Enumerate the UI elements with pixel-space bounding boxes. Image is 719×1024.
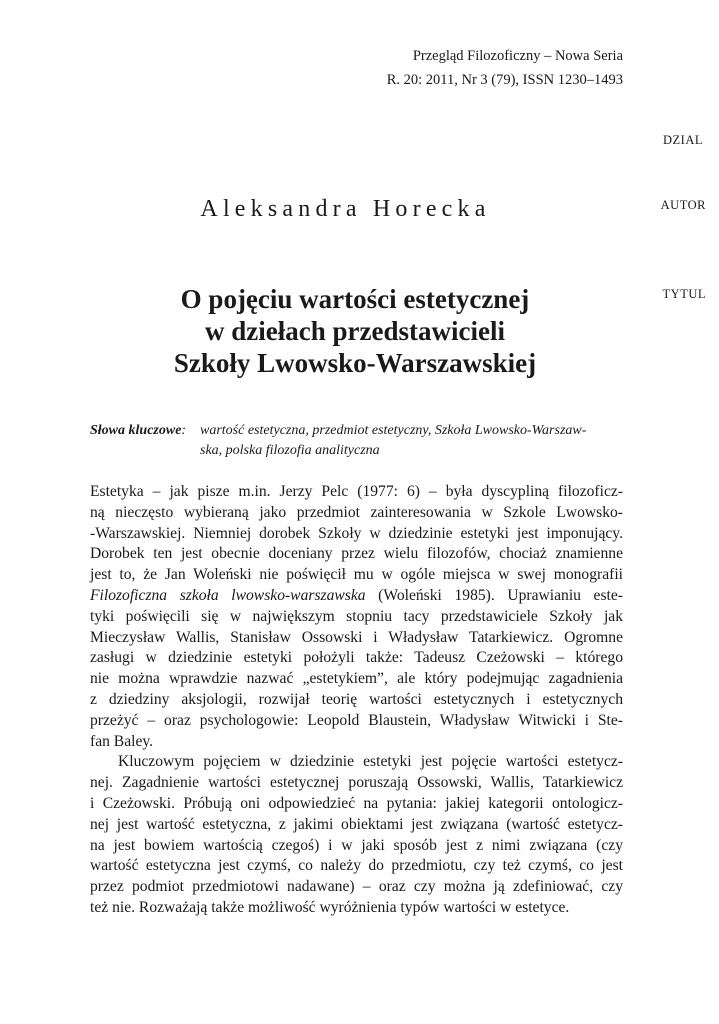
p1-line-7: tyki poświęcili się w największym stopniu tacy przedstawiciele Szkoły jak <box>90 607 623 625</box>
keywords-colon: : <box>181 423 187 438</box>
p1-line-1: Estetyka – jak pisze m.in. Jerzy Pelc (1977: 6) – była dyscypliną filozoficz- <box>90 483 623 500</box>
p2-line-2: nej. Zagadnienie wartości estetycznej poruszają Ossowski, Wallis, Tatarkiewicz <box>90 774 623 792</box>
p1-line-13: fan Baley. <box>90 732 154 750</box>
journal-name: Przegląd Filozoficzny – Nowa Seria <box>412 48 623 64</box>
p2-line-6: wartość estetyczna jest czymś, co należy do przedmiotu, czy też czymś, co jest <box>90 857 623 875</box>
keywords-block <box>90 421 623 461</box>
p1-line-6-rest: (Woleński 1985). Uprawianiu este- <box>365 586 623 604</box>
article-body <box>90 482 623 919</box>
article-title <box>90 283 620 379</box>
p1-line-9: zasługi w dziedzinie estetyki położyli także: Tadeusz Czeżowski – którego <box>90 649 623 667</box>
margin-label-autor: AUTOR <box>660 198 706 212</box>
cited-book-title: Filozoficzna szkoła lwowsko-warszawska <box>90 586 366 604</box>
p2-line-3: i Czeżowski. Próbują oni odpowiedzieć na pytania: jakiej kategorii ontologicz- <box>90 794 623 812</box>
p1-line-3: -Warszawskiej. Niemniej dorobek Szkoły w dziedzinie estetyki jest imponujący. <box>90 524 623 542</box>
journal-volume-issn: R. 20: 2011, Nr 3 (79), ISSN 1230–1493 <box>386 72 623 88</box>
p1-line-5: jest to, że Jan Woleński nie poświęcił mu w ogóle miejsca w swej monografii <box>90 566 623 584</box>
keywords-label <box>90 421 186 441</box>
margin-label-dzial: DZIAL <box>663 133 703 147</box>
p1-line-2: ną nieczęsto wybieraną jako przedmiot zainteresowania w Szkole Lwowsko- <box>90 503 623 521</box>
p2-line-4: nej jest wartość estetyczna, z jakimi obiektami jest związana (wartość estetycz- <box>90 815 623 833</box>
keywords-label-text: Słowa kluczowe <box>90 423 182 438</box>
p2-line-1: Kluczowym pojęciem w dziedzinie estetyki jest pojęcie wartości estetycz- <box>118 753 623 771</box>
p1-line-8: Mieczysław Wallis, Stanisław Ossowski i Władysław Tatarkiewicz. Ogromne <box>90 628 623 646</box>
paragraph-1 <box>90 482 623 752</box>
p1-line-6 <box>90 586 623 607</box>
title-line-1: O pojęciu wartości estetycznej <box>180 284 530 314</box>
keywords-line-1: wartość estetyczna, przedmiot estetyczny, Szkoła Lwowsko-Warszaw- <box>200 423 587 438</box>
keywords-line-2: ska, polska filozofia analityczna <box>200 443 380 458</box>
author-name-text: Aleksandra Horecka <box>200 196 491 222</box>
keywords-list <box>200 421 623 461</box>
p1-line-11: z dziedziny aksjologii, rozwijał teorię wartości estetycznych i estetycznych <box>90 690 623 708</box>
margin-label-tytul: TYTUL <box>662 287 706 301</box>
author-name <box>0 196 719 223</box>
title-line-2: w dziełach przedstawicieli <box>205 316 505 346</box>
p1-line-10: nie można wprawdzie nazwać „estetykiem”, ale który podejmując zagadnienia <box>90 670 623 688</box>
paragraph-2 <box>90 752 623 918</box>
p2-line-5: na jest bowiem wartością czegoś) i w jaki sposób jest z nimi związana (czy <box>90 836 623 854</box>
p2-line-8: też nie. Rozważają także możliwość wyróżnienia typów wartości w estetyce. <box>90 898 570 916</box>
p1-line-12: przeżyć – oraz psychologowie: Leopold Blaustein, Władysław Witwicki i Ste- <box>90 711 623 729</box>
title-line-3: Szkoły Lwowsko-Warszawskiej <box>173 348 537 378</box>
p2-line-7: przez podmiot przedmiotowi nadawane) – oraz czy można ją zdefiniować, czy <box>90 878 623 896</box>
p1-line-4: Dorobek ten jest obecnie doceniany przez wielu filozofów, chociaż znamienne <box>90 545 623 563</box>
